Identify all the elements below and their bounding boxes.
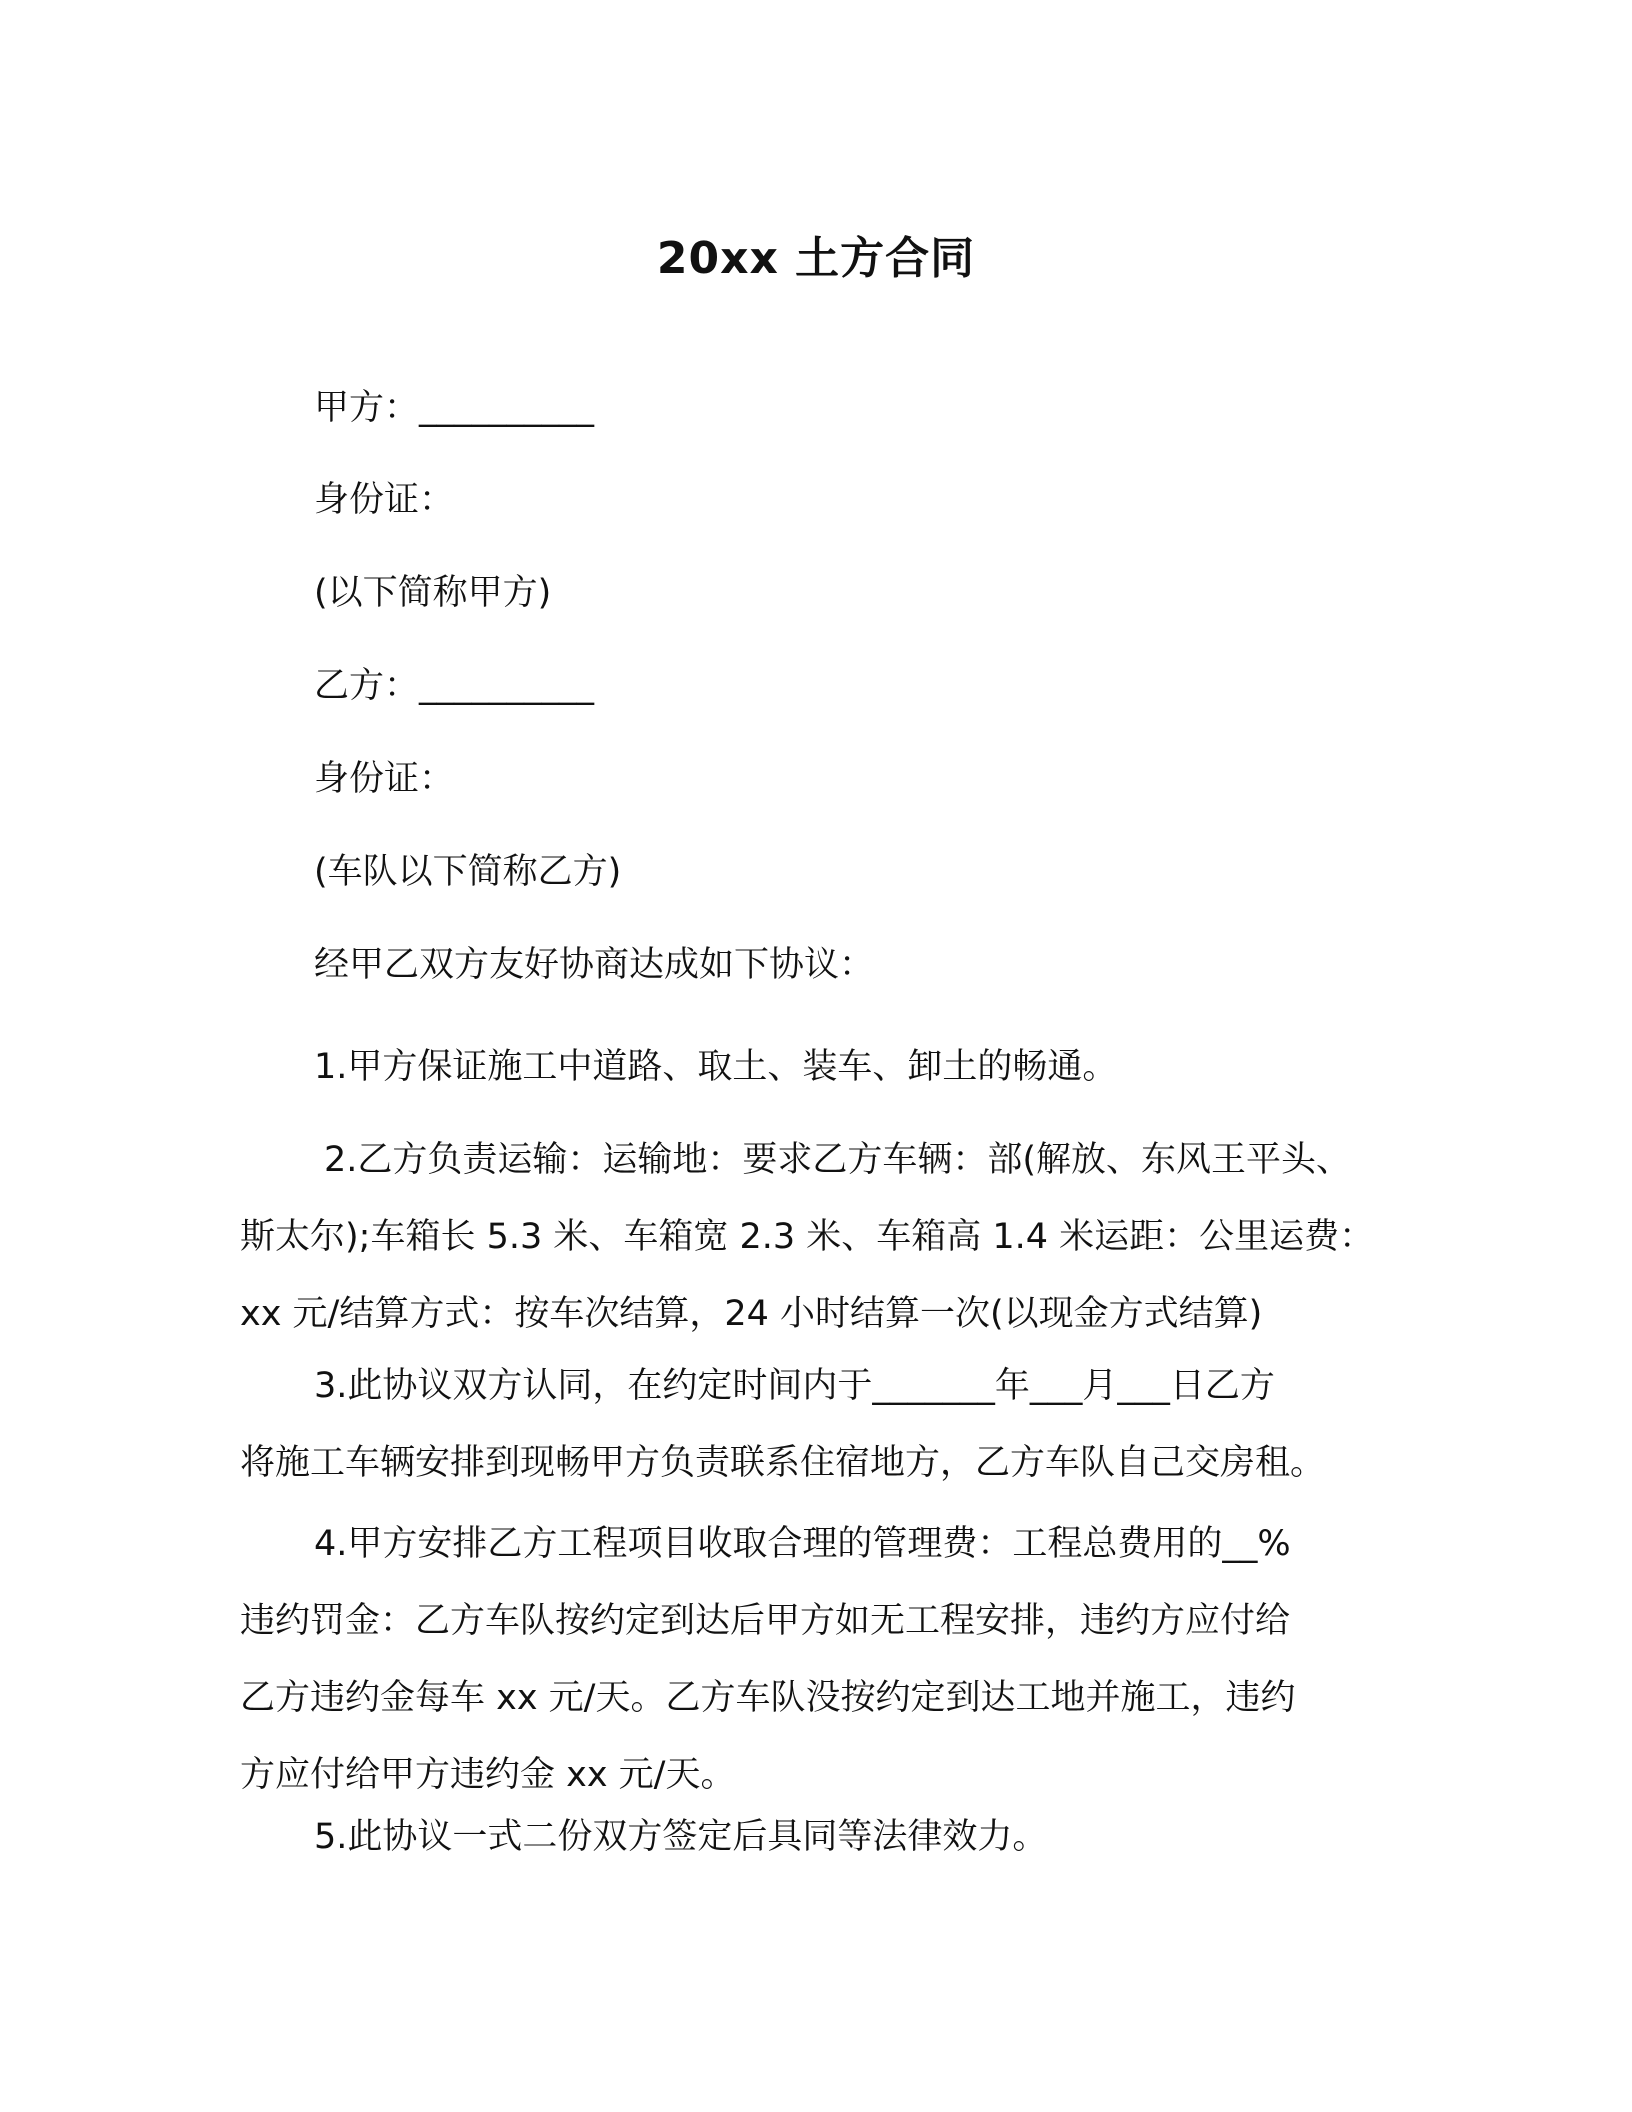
document-title: 20xx 土方合同 <box>656 233 976 284</box>
clause-2-line-1: 2.乙方负责运输：运输地：要求乙方车辆：部(解放、东风王平头、 <box>324 1140 1352 1180</box>
party-a-alias-line: (以下简称甲方) <box>314 573 552 613</box>
clause-3-line-2: 将施工车辆安排到现畅甲方负责联系住宿地方，乙方车队自己交房租。 <box>240 1443 1326 1483</box>
party-b-alias-line: (车队以下简称乙方) <box>314 852 622 892</box>
clause-4-line-2: 违约罚金：乙方车队按约定到达后甲方如无工程安排，违约方应付给 <box>240 1601 1291 1641</box>
party-b-line: 乙方：__________ <box>314 666 595 706</box>
clause-3-line-1: 3.此协议双方认同，在约定时间内于_______年___月___日乙方 <box>314 1366 1275 1406</box>
clause-4-line-1: 4.甲方安排乙方工程项目收取合理的管理费：工程总费用的__% <box>314 1524 1291 1564</box>
agreement-intro: 经甲乙双方友好协商达成如下协议： <box>314 945 875 985</box>
clause-3 <box>240 1364 1400 1518</box>
party-b-id-line: 身份证： <box>314 759 455 799</box>
clause-1: 1.甲方保证施工中道路、取土、装车、卸土的畅通。 <box>314 1047 1118 1087</box>
party-a-line: 甲方：__________ <box>314 388 595 428</box>
clause-2-line-3: xx 元/结算方式：按车次结算，24 小时结算一次(以现金方式结算) <box>240 1294 1263 1334</box>
clause-2-line-2: 斯太尔);车箱长 5.3 米、车箱宽 2.3 米、车箱高 1.4 米运距：公里运费： <box>240 1217 1375 1257</box>
clause-4-line-4: 方应付给甲方违约金 xx 元/天。 <box>240 1755 736 1795</box>
clause-4 <box>240 1522 1400 1830</box>
clause-4-line-3: 乙方违约金每车 xx 元/天。乙方车队没按约定到达工地并施工，违约 <box>240 1678 1296 1718</box>
clause-2 <box>240 1138 1400 1369</box>
party-a-id-line: 身份证： <box>314 480 455 520</box>
clause-5: 5.此协议一式二份双方签定后具同等法律效力。 <box>314 1817 1048 1857</box>
